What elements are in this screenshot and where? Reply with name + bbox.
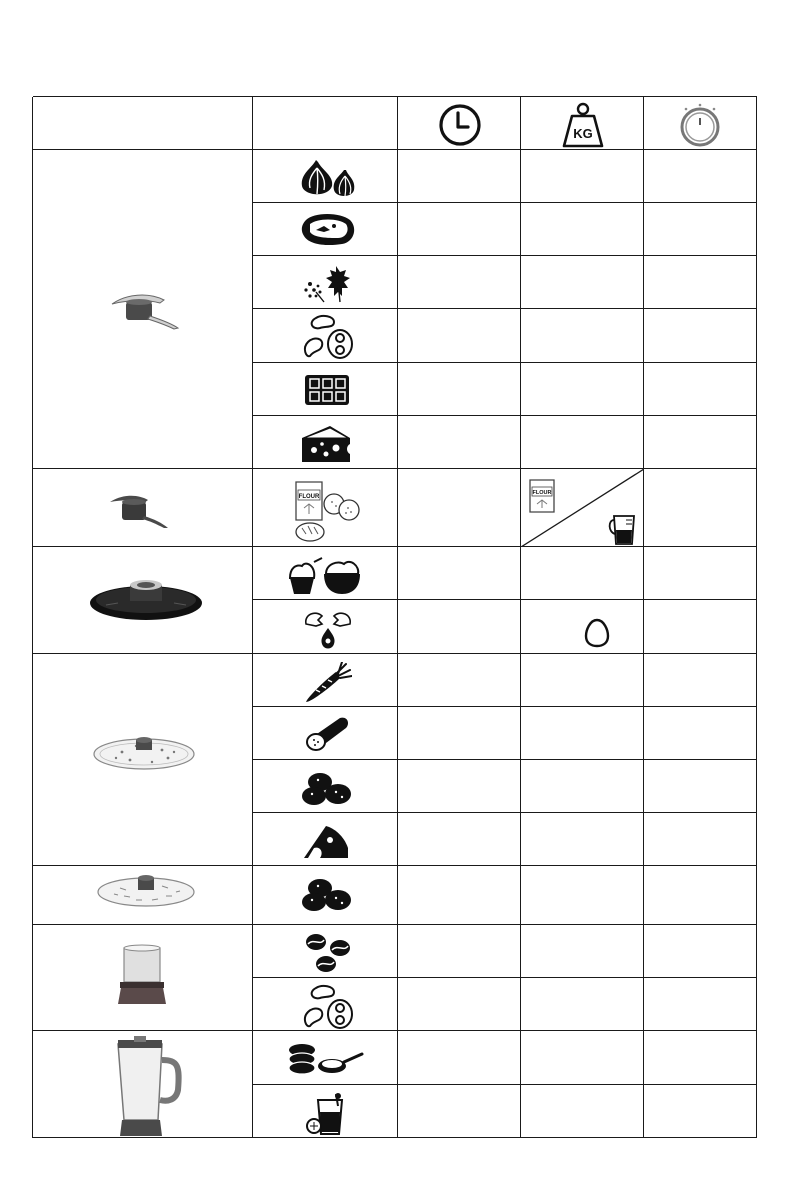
clock-icon: [437, 102, 483, 148]
egg-icon: [584, 618, 610, 648]
whisk-disc-icon: [88, 575, 204, 625]
row-divider: [253, 1084, 757, 1085]
row-divider: [253, 706, 757, 707]
row-divider: [253, 599, 757, 600]
herbs-icon: [300, 262, 356, 304]
row-divider: [253, 812, 757, 813]
group-divider: [33, 149, 757, 150]
cheese-icon: [300, 424, 354, 464]
row-divider: [253, 362, 757, 363]
cream-icon: [286, 556, 362, 596]
row-divider: [253, 759, 757, 760]
measuring-cup-icon: [606, 512, 640, 546]
fine-grating-disc-icon: [96, 870, 196, 910]
speed-dial-icon: [677, 102, 723, 148]
grating-disc-icon: [92, 732, 196, 772]
egg-white-icon: [302, 608, 354, 650]
cucumber-icon: [304, 716, 350, 752]
chopping-blade-icon: [108, 290, 180, 332]
row-divider: [253, 415, 757, 416]
onion-icon: [300, 158, 356, 200]
row-divider: [253, 977, 757, 978]
carrot-icon: [302, 662, 352, 706]
pancake-icon: [288, 1042, 364, 1076]
weight-icon: [560, 101, 606, 149]
nuts-icon-2: [300, 984, 356, 1030]
group-divider: [33, 924, 757, 925]
table-border-top: [33, 96, 757, 97]
group-divider: [33, 865, 757, 866]
potato-icon-2: [300, 876, 354, 912]
dough-icon: [292, 478, 362, 542]
column-divider: [643, 97, 644, 1138]
column-divider: [252, 97, 253, 1138]
row-divider: [253, 255, 757, 256]
row-divider: [253, 308, 757, 309]
flour-bag-icon: [528, 478, 558, 514]
hard-cheese-icon: [300, 822, 352, 860]
column-divider: [520, 97, 521, 1138]
blender-jug-icon: [104, 1036, 184, 1140]
table-border-side: [32, 97, 33, 1138]
nuts-icon: [300, 314, 356, 360]
coffee-beans-icon: [302, 932, 354, 974]
chocolate-icon: [304, 374, 350, 406]
grinder-cup-icon: [112, 944, 172, 1008]
column-divider: [397, 97, 398, 1138]
group-divider: [33, 1030, 757, 1031]
table-border-side: [756, 97, 757, 1138]
group-divider: [33, 653, 757, 654]
row-divider: [253, 202, 757, 203]
flour-bag-label: FLOUR: [532, 490, 552, 496]
juice-icon: [306, 1092, 350, 1136]
meat-icon: [300, 212, 356, 248]
group-divider: [33, 546, 757, 547]
group-divider: [33, 468, 757, 469]
dough-blade-icon: [108, 492, 170, 532]
weight-label: KG: [573, 126, 593, 141]
potato-icon: [300, 770, 354, 806]
flour-label: FLOUR: [298, 494, 320, 500]
